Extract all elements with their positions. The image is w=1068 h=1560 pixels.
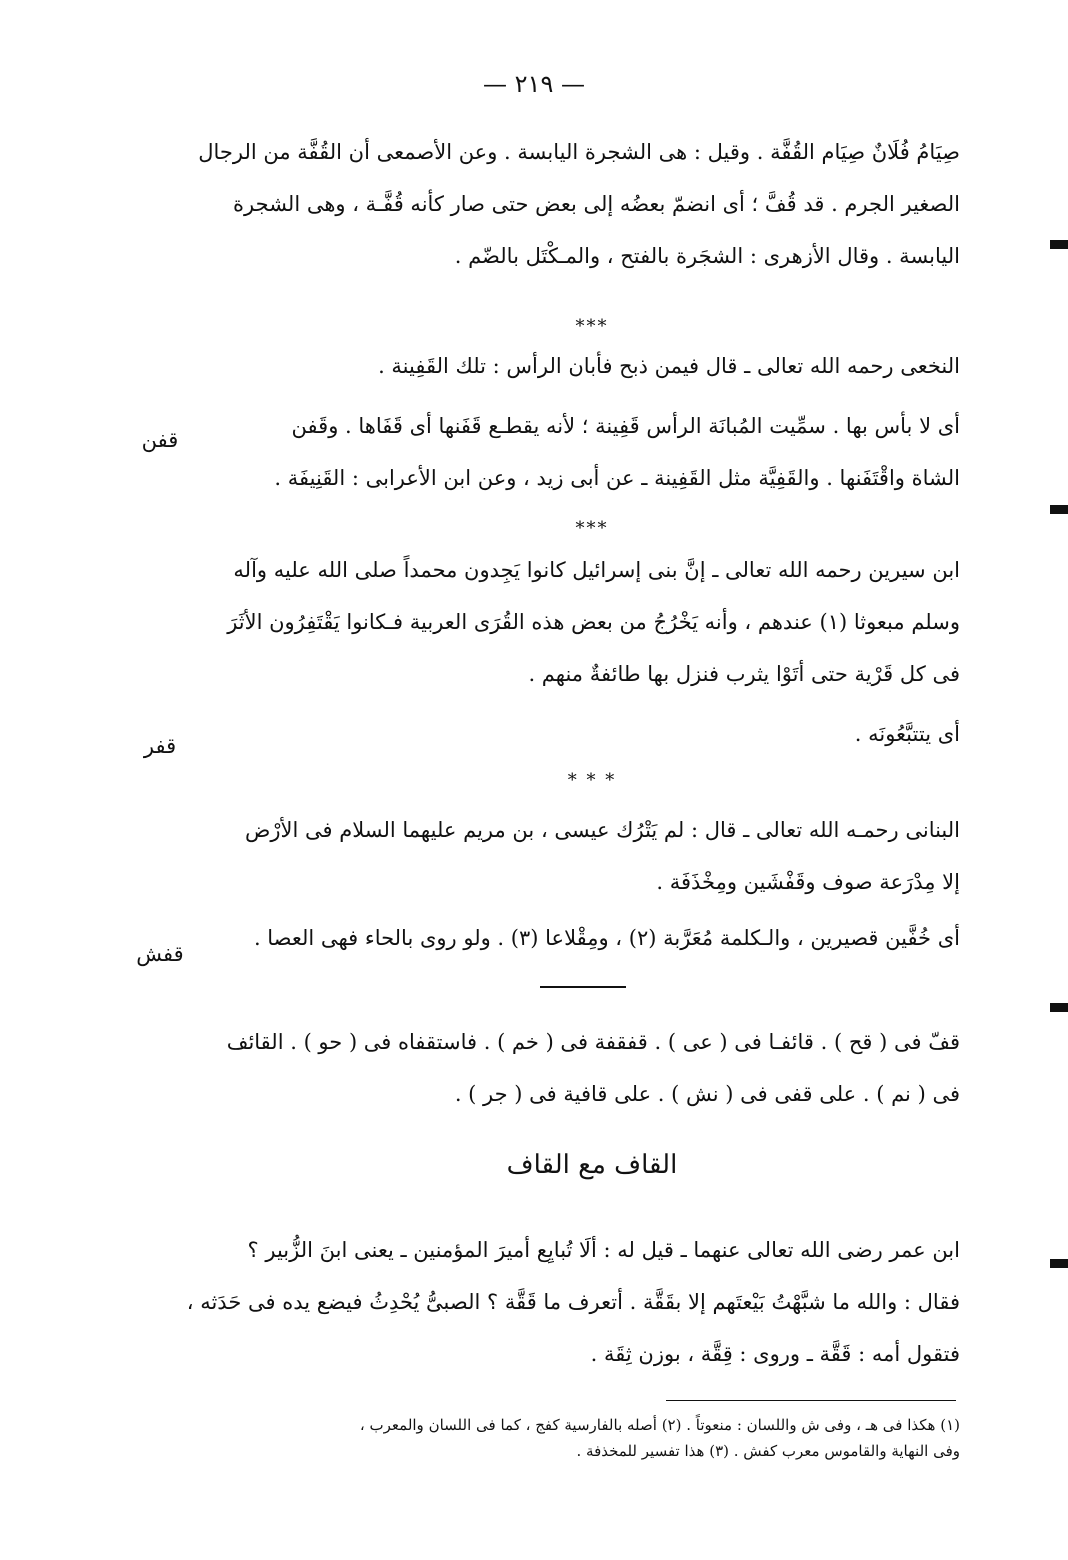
- text-line: قفّ فى ( قح ) . قائفـا فى ( عى ) . قفقفة فى ( خم ) . فاستقفاه فى ( حو ) . القائف: [226, 1030, 960, 1054]
- text-line: أى لا بأس بها . سمِّيت المُبانَة الرأس قَفِينة ؛ لأنه يقطـع قَفَنها أى قَفَاها . وقَفن: [291, 414, 960, 438]
- text-line: ابن عمر رضى الله تعالى عنهما ـ قيل له : ألَا تُبايِع أميرَ المؤمنين ـ يعنى ابنَ الزُّبير ؟: [247, 1238, 960, 1262]
- scan-edge-mark: [1050, 1259, 1068, 1268]
- text-line: إلا مِدْرَعة صوف وقَفْشَين ومِخْذَفَة .: [656, 870, 960, 894]
- paragraph: [224, 708, 960, 760]
- text-line: اليابسة . وقال الأزهرى : الشجَرة بالفتح ، والمـكْتَل بالضّم .: [454, 244, 960, 268]
- section-separator: * * *: [567, 770, 617, 791]
- section-separator: ***: [575, 316, 609, 337]
- cross-references: [224, 1016, 960, 1120]
- margin-root-word: قفن: [141, 428, 179, 452]
- paragraph: [186, 1224, 960, 1380]
- paragraph: [224, 400, 960, 504]
- footnotes: [224, 1412, 960, 1464]
- footnote-line: وفى النهاية والقاموس معرب كفش . (٣) هذا تفسير للمخذفة .: [576, 1442, 960, 1460]
- text-line: البنانى رحمـه الله تعالى ـ قال : لم يَتْرُك عيسى ، بن مريم عليهما السلام فى الأرْض: [244, 818, 960, 842]
- scan-edge-mark: [1050, 1003, 1068, 1012]
- paragraph: [224, 912, 960, 964]
- text-line: صِيَامُ فُلَانٌ صِيَام القُفَّة . وقيل : هى الشجرة اليابسة . وعن الأصمعى أن القُفَّة من الرجال: [198, 140, 960, 164]
- text-line: النخعى رحمه الله تعالى ـ قال فيمن ذبح فأبان الرأس : تلك القَفِينة .: [378, 354, 960, 378]
- text-line: فى كل قَرْية حتى أتَوْا يثرب فنزل بها طائفةٌ منهم .: [528, 662, 960, 686]
- page-number: — ٢١٩ —: [483, 70, 585, 98]
- text-line: الشاة واقْتَفَنها . والقَفِيَّة مثل القَفِينة ـ عن أبى زيد ، وعن ابن الأعرابى : القَنِيفَة .: [274, 466, 960, 490]
- margin-root-word: قفش: [136, 942, 184, 966]
- text-line: فتقول أمه : قَقَّة ـ وروى : قِقَّة ، بوزن ثِقَة .: [590, 1342, 960, 1366]
- text-line: وسلم مبعوثا (١) عندهم ، وأنه يَخْرُجُ من بعض هذه القُرَى العربية فـكانوا يَقْتَفِرُون الأثَرَ: [227, 610, 960, 634]
- paragraph: [224, 340, 960, 392]
- text-line: أى يتتبَّعُونَه .: [854, 722, 960, 746]
- paragraph: [224, 804, 960, 908]
- text-line: ابن سيرين رحمه الله تعالى ـ إنَّ بنى إسرائيل كانوا يَجِدون محمداً صلى الله عليه وآله: [233, 558, 960, 582]
- text-line: أى خُفَّين قصيرين ، والـكلمة مُعَرَّبة (٢) ، ومِقْلاعا (٣) . ولو روى بالحاء فهى العصا .: [253, 926, 960, 950]
- chapter-heading: القاف مع القاف: [506, 1150, 678, 1180]
- paragraph: [224, 544, 960, 700]
- text-line: فى ( نم ) . على قفى فى ( نش ) . على قافية فى ( جر ) .: [454, 1082, 960, 1106]
- section-rule: [540, 986, 626, 988]
- text-line: الصغير الجرم . قد قُفَّ ؛ أى انضمّ بعضُه إلى بعض حتى صار كأنه قُفَّـة ، وهى الشجرة: [233, 192, 960, 216]
- scan-edge-mark: [1050, 240, 1068, 249]
- footnote-rule: [666, 1400, 956, 1401]
- margin-root-word: قفر: [143, 734, 177, 758]
- text-line: فقال : والله ما شبَّهْتُ بَيْعتَهم إلا بقَقَّة . أتعرف ما قَقَّة ؟ الصبىُّ يُحْدِثُ فيضع يده فى حَدَثه ،: [186, 1290, 960, 1314]
- section-separator: ***: [575, 518, 609, 539]
- scan-edge-mark: [1050, 505, 1068, 514]
- footnote-line: (١) هكذا فى هـ ، وفى ش واللسان : منعوتاً . (٢) أصله بالفارسية كفج ، كما فى اللسان والمعرب ،: [359, 1416, 960, 1434]
- paragraph: [198, 126, 960, 282]
